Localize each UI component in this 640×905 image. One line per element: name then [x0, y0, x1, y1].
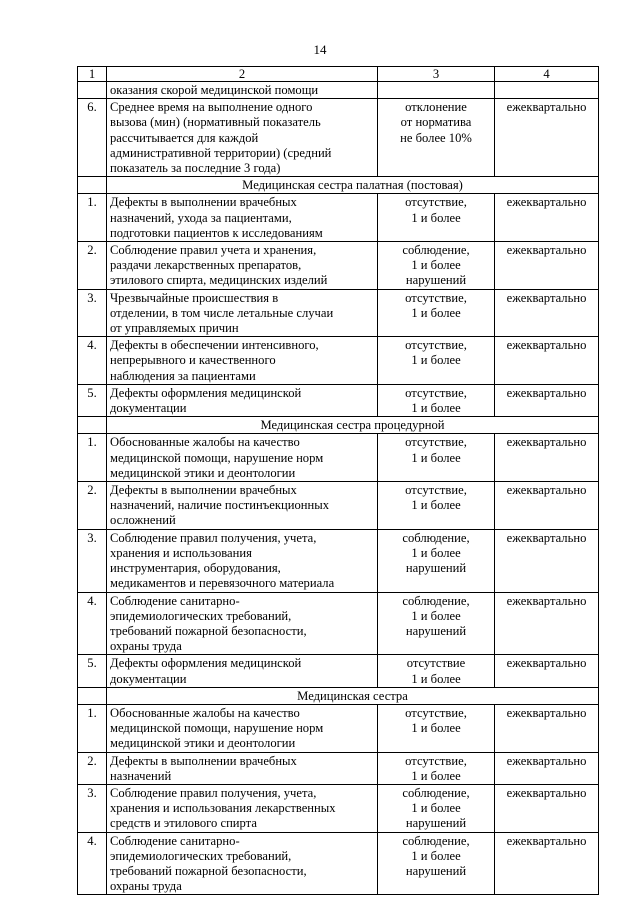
- row-number: 4.: [78, 337, 107, 385]
- evaluation-criteria: отсутствие, 1 и более: [378, 434, 495, 482]
- indicator-description: Соблюдение правил учета и хранения, раздачи лекарственных препаратов, этилового спирта, медицинских изделий: [107, 242, 378, 290]
- table-row: [78, 434, 599, 482]
- frequency: ежеквартально: [495, 384, 599, 416]
- evaluation-criteria: отсутствие 1 и более: [378, 655, 495, 687]
- frequency: ежеквартально: [495, 529, 599, 592]
- continuation-text: оказания скорой медицинской помощи: [107, 82, 378, 99]
- row-number: 2.: [78, 242, 107, 290]
- indicator-description: Обоснованные жалобы на качество медицинской помощи, нарушение норм медицинской этики и деонтологии: [107, 704, 378, 752]
- frequency: ежеквартально: [495, 784, 599, 832]
- indicator-description: Соблюдение санитарно- эпидемиологических требований, требований пожарной безопасности, охраны труда: [107, 832, 378, 895]
- evaluation-criteria: отклонение от норматива не более 10%: [378, 99, 495, 177]
- empty-cell: [495, 82, 599, 99]
- section-header-row: [78, 687, 599, 704]
- column-header-row: [78, 67, 599, 82]
- frequency: ежеквартально: [495, 337, 599, 385]
- table-row: [78, 784, 599, 832]
- indicator-description: Чрезвычайные происшествия в отделении, в том числе летальные случаи от управляемых причин: [107, 289, 378, 337]
- table-row: [78, 482, 599, 530]
- frequency: ежеквартально: [495, 434, 599, 482]
- indicator-description: Дефекты оформления медицинской документации: [107, 655, 378, 687]
- evaluation-criteria: отсутствие, 1 и более: [378, 337, 495, 385]
- indicator-description: Дефекты в выполнении врачебных назначений, наличие постинъекционных осложнений: [107, 482, 378, 530]
- table-row: [78, 194, 599, 242]
- frequency: ежеквартально: [495, 655, 599, 687]
- table-row: [78, 384, 599, 416]
- evaluation-criteria: соблюдение, 1 и более нарушений: [378, 784, 495, 832]
- indicator-description: Дефекты оформления медицинской документации: [107, 384, 378, 416]
- frequency: ежеквартально: [495, 99, 599, 177]
- table-row: [78, 704, 599, 752]
- evaluation-criteria: отсутствие, 1 и более: [378, 194, 495, 242]
- column-header-4: 4: [495, 67, 599, 82]
- column-header-1: 1: [78, 67, 107, 82]
- frequency: ежеквартально: [495, 704, 599, 752]
- continuation-row: [78, 82, 599, 99]
- indicator-description: Среднее время на выполнение одного вызова (мин) (нормативный показатель рассчитывается для каждой административной территории) (средний показатель за последние 3 года): [107, 99, 378, 177]
- section-title: Медицинская сестра процедурной: [107, 417, 599, 434]
- empty-cell: [378, 82, 495, 99]
- evaluation-criteria: отсутствие, 1 и более: [378, 289, 495, 337]
- column-header-3: 3: [378, 67, 495, 82]
- evaluation-criteria: отсутствие, 1 и более: [378, 752, 495, 784]
- table-row: [78, 99, 599, 177]
- evaluation-criteria: отсутствие, 1 и более: [378, 704, 495, 752]
- row-number: 6.: [78, 99, 107, 177]
- column-header-2: 2: [107, 67, 378, 82]
- row-number: 3.: [78, 529, 107, 592]
- criteria-table-body: [78, 67, 599, 895]
- page-number: 14: [313, 42, 327, 57]
- table-row: [78, 337, 599, 385]
- row-number: 4.: [78, 832, 107, 895]
- empty-cell: [78, 177, 107, 194]
- indicator-description: Дефекты в обеспечении интенсивного, непрерывного и качественного наблюдения за пациентами: [107, 337, 378, 385]
- section-title: Медицинская сестра палатная (постовая): [107, 177, 599, 194]
- frequency: ежеквартально: [495, 832, 599, 895]
- row-number: 3.: [78, 784, 107, 832]
- row-number: 1.: [78, 194, 107, 242]
- table-row: [78, 529, 599, 592]
- table-row: [78, 592, 599, 655]
- frequency: ежеквартально: [495, 592, 599, 655]
- evaluation-criteria: соблюдение, 1 и более нарушений: [378, 529, 495, 592]
- section-title: Медицинская сестра: [107, 687, 599, 704]
- indicator-description: Соблюдение правил получения, учета, хранения и использования лекарственных средств и этилового спирта: [107, 784, 378, 832]
- frequency: ежеквартально: [495, 194, 599, 242]
- table-row: [78, 752, 599, 784]
- row-number: 5.: [78, 655, 107, 687]
- frequency: ежеквартально: [495, 242, 599, 290]
- evaluation-criteria: соблюдение, 1 и более нарушений: [378, 592, 495, 655]
- row-number: 2.: [78, 752, 107, 784]
- row-number: 1.: [78, 704, 107, 752]
- section-header-row: [78, 177, 599, 194]
- row-number: 2.: [78, 482, 107, 530]
- row-number: 3.: [78, 289, 107, 337]
- evaluation-criteria: соблюдение, 1 и более нарушений: [378, 242, 495, 290]
- frequency: ежеквартально: [495, 289, 599, 337]
- indicator-description: Дефекты в выполнении врачебных назначений, ухода за пациентами, подготовки пациентов к исследованиям: [107, 194, 378, 242]
- empty-cell: [78, 417, 107, 434]
- table-row: [78, 289, 599, 337]
- empty-cell: [78, 82, 107, 99]
- row-number: 5.: [78, 384, 107, 416]
- evaluation-criteria: соблюдение, 1 и более нарушений: [378, 832, 495, 895]
- empty-cell: [78, 687, 107, 704]
- evaluation-criteria: отсутствие, 1 и более: [378, 482, 495, 530]
- indicator-description: Соблюдение санитарно- эпидемиологических требований, требований пожарной безопасности, охраны труда: [107, 592, 378, 655]
- row-number: 1.: [78, 434, 107, 482]
- frequency: ежеквартально: [495, 752, 599, 784]
- table-row: [78, 242, 599, 290]
- table-row: [78, 655, 599, 687]
- table-row: [78, 832, 599, 895]
- indicator-description: Обоснованные жалобы на качество медицинской помощи, нарушение норм медицинской этики и деонтологии: [107, 434, 378, 482]
- criteria-table: [77, 66, 599, 895]
- indicator-description: Соблюдение правил получения, учета, хранения и использования инструментария, оборудования, медикаментов и перевязочного материала: [107, 529, 378, 592]
- indicator-description: Дефекты в выполнении врачебных назначений: [107, 752, 378, 784]
- row-number: 4.: [78, 592, 107, 655]
- section-header-row: [78, 417, 599, 434]
- evaluation-criteria: отсутствие, 1 и более: [378, 384, 495, 416]
- frequency: ежеквартально: [495, 482, 599, 530]
